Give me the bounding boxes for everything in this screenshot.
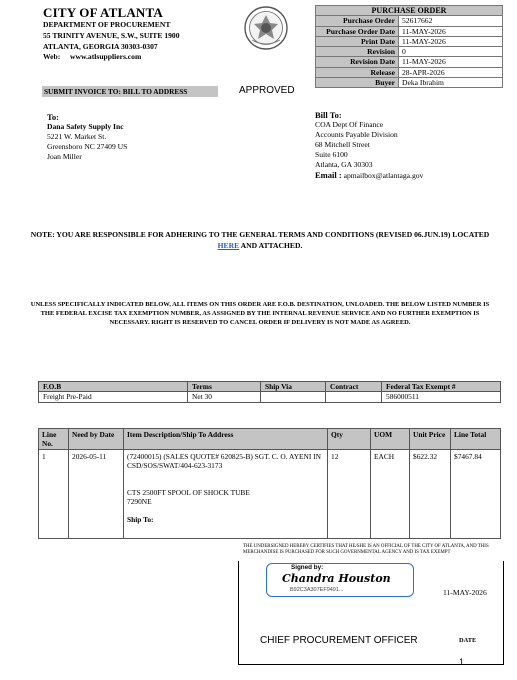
item-line-total: $7467.84 [451, 450, 501, 539]
bill-to-email-line [315, 170, 423, 181]
bill-to-line: Atlanta, GA 30303 [315, 160, 373, 169]
po-row [316, 16, 503, 26]
ship-to-label: Ship To: [127, 515, 154, 524]
signature-name: Chandra Houston [282, 572, 391, 585]
po-value: 11-MAY-2026 [399, 57, 503, 67]
vendor-name: Dana Safety Supply Inc [47, 122, 124, 131]
bill-to-line: Accounts Payable Division [315, 130, 398, 139]
fob-value: Freight Pre-Paid [39, 392, 188, 403]
to-title: To: [47, 112, 59, 122]
web-line [43, 52, 141, 61]
col-header-ship-via: Ship Via [261, 382, 326, 392]
item-uom: EACH [371, 450, 410, 539]
col-header-unit-price: Unit Price [410, 429, 451, 450]
po-row [316, 78, 503, 88]
signature-hash: B92C3A307EF9491... [290, 587, 344, 593]
col-header-line-no: Line No. [39, 429, 69, 450]
department-name: DEPARTMENT OF PROCUREMENT [43, 20, 171, 29]
submit-invoice-banner: SUBMIT INVOICE TO: BILL TO ADDRESS [42, 86, 218, 97]
vendor-street: 5221 W. Market St. [47, 132, 107, 141]
vendor-address [47, 112, 127, 162]
col-header-contract: Contract [326, 382, 382, 392]
web-label: Web: [43, 52, 61, 61]
address-line-1: 55 TRINITY AVENUE, S.W., SUITE 1900 [43, 31, 180, 40]
city-seal-icon [244, 6, 288, 50]
terms-table [38, 381, 501, 403]
fob-notice: UNLESS SPECIFICALLY INDICATED BELOW, ALL ITEMS ON THIS ORDER ARE F.O.B. DESTINATION, UNLOADED. THE BELOW LISTED NUMBER IS THE FEDERAL EXCISE TAX EXEMPTION NUMBER, AS ASSIGNED BY THE INTERNAL REVENUE SERVICE AND NO FURTHER EXEMPTION IS NECESSARY. RIGHT IS RESERVED TO CANCEL ORDER IF DELIVERY IS NOT MADE AS AGREED. [30, 301, 490, 326]
item-desc-code: 7290NE [127, 497, 152, 506]
purchase-order-table [315, 5, 503, 88]
item-unit-price: $622.32 [410, 450, 451, 539]
po-row [316, 47, 503, 57]
ship-via-value [261, 392, 326, 403]
email-value[interactable]: apmailbox@atlantaga.gov [343, 171, 424, 180]
po-row [316, 67, 503, 77]
terms-note-text: NOTE: YOU ARE RESPONSIBLE FOR ADHERING TO THE GENERAL TERMS AND CONDITIONS (REVISED 06.JUN.19) LOCATED [30, 230, 490, 239]
po-value: 28-APR-2026 [399, 67, 503, 77]
po-label: Purchase Order [316, 16, 399, 26]
signer-title: CHIEF PROCUREMENT OFFICER [260, 635, 418, 646]
vendor-city: Greensboro NC 27409 US [47, 142, 128, 151]
approval-status: APPROVED [239, 85, 295, 96]
terms-note [30, 229, 490, 251]
item-qty: 12 [328, 450, 371, 539]
certification-text: THE UNDERSIGNED HEREBY CERTIFIES THAT HE/SHE IS AN OFFICIAL OF THE CITY OF ATLANTA, AND THIS MERCHANDISE IS PURCHASED FOR SUCH GOVERNMENTAL AGENCY AND IS TAX EXEMPT [243, 544, 489, 555]
po-label: Revision Date [316, 57, 399, 67]
web-value[interactable]: www.atlsuppliers.com [70, 52, 142, 61]
contract-value [326, 392, 382, 403]
date-label: DATE [459, 637, 477, 644]
item-desc-quote: (72400015) (SALES QUOTE# 620825-B) SGT. C. O. AYENI IN CSD/SOS/SWAT/404-623-3173 [127, 452, 321, 470]
po-value: Deka Ibrahim [399, 78, 503, 88]
bill-to-line: COA Dept Of Finance [315, 120, 384, 129]
email-label: Email : [315, 170, 342, 180]
po-value: 0 [399, 47, 503, 57]
bill-to-line: 68 Mitchell Street [315, 140, 370, 149]
po-row [316, 26, 503, 36]
city-title: CITY OF ATLANTA [43, 5, 164, 20]
signature-date: 11-MAY-2026 [443, 588, 487, 597]
col-header-tax-exempt: Federal Tax Exempt # [382, 382, 501, 392]
po-label: Release [316, 67, 399, 77]
col-header-need-by: Need by Date [69, 429, 124, 450]
col-header-description: Item Description/Ship To Address [124, 429, 328, 450]
table-row [39, 450, 501, 539]
po-label: Print Date [316, 36, 399, 46]
item-desc-product: CTS 2500FT SPOOL OF SHOCK TUBE [127, 488, 250, 497]
po-label: Purchase Order Date [316, 26, 399, 36]
po-label: Revision [316, 47, 399, 57]
item-description [124, 450, 328, 539]
signed-by-label: Signed by: [291, 564, 324, 571]
col-header-line-total: Line Total [451, 429, 501, 450]
tax-exempt-value: 586000511 [382, 392, 501, 403]
po-row [316, 57, 503, 67]
vendor-contact: Joan Miller [47, 152, 82, 161]
address-line-2: ATLANTA, GEORGIA 30303-0307 [43, 42, 158, 51]
po-value: 11-MAY-2026 [399, 26, 503, 36]
col-header-fob: F.O.B [39, 382, 188, 392]
po-row [316, 36, 503, 46]
po-table-title: PURCHASE ORDER [316, 6, 503, 16]
page-number: 1 [459, 657, 465, 667]
bill-to-address [315, 110, 423, 181]
line-items-table [38, 428, 501, 539]
po-value: 11-MAY-2026 [399, 36, 503, 46]
terms-note-tail: AND ATTACHED. [239, 241, 303, 250]
bill-to-title: Bill To: [315, 110, 342, 120]
bill-to-line: Suite 6100 [315, 150, 348, 159]
po-label: Buyer [316, 78, 399, 88]
col-header-terms: Terms [188, 382, 261, 392]
col-header-uom: UOM [371, 429, 410, 450]
col-header-qty: Qty [328, 429, 371, 450]
line-number: 1 [39, 450, 69, 539]
terms-value: Net 30 [188, 392, 261, 403]
terms-link[interactable]: HERE [217, 241, 240, 250]
need-by-date: 2026-05-11 [69, 450, 124, 539]
table-row [39, 392, 501, 403]
po-value: 52617662 [399, 16, 503, 26]
